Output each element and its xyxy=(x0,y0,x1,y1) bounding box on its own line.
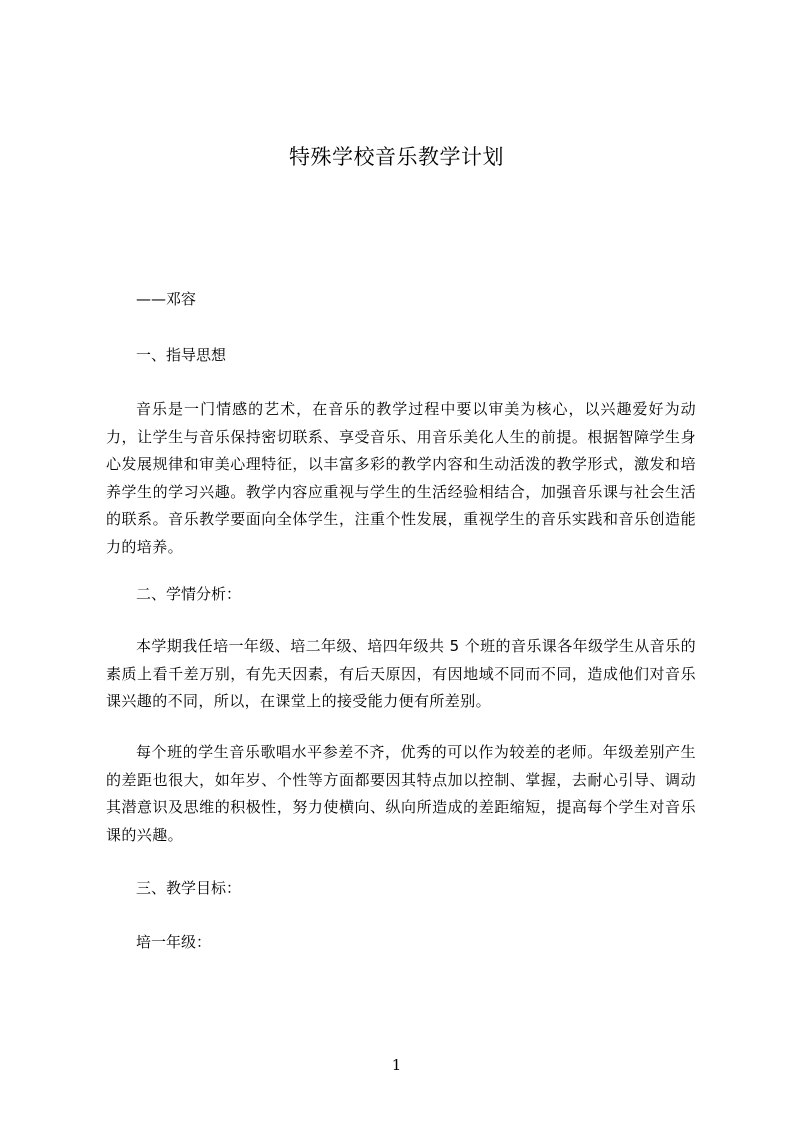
paragraph-student-analysis-1: 本学期我任培一年级、培二年级、培四年级共 5 个班的音乐课各年级学生从音乐的素质上看千差万别，有先天因素，有后天原因，有因地域不同而不同，造成他们对音乐课兴趣的不同，所以，在课堂上的接受能力便有所差别。 xyxy=(106,637,696,710)
document-title: 特殊学校音乐教学计划 xyxy=(289,145,504,169)
paragraph-guiding-thought: 音乐是一门情感的艺术，在音乐的教学过程中要以审美为核心，以兴趣爱好为动力，让学生与音乐保持密切联系、享受音乐、用音乐美化人生的前提。根据智障学生身心发展规律和审美心理特征，以丰富多彩的教学内容和生动活泼的教学形式，激发和培养学生的学习兴趣。教学内容应重视与学生的生活经验相结合，加强音乐课与社会生活的联系。音乐教学要面向全体学生，注重个性发展，重视学生的音乐实践和音乐创造能力的培养。 xyxy=(106,400,696,556)
subheading-grade-one: 培一年级： xyxy=(136,933,212,951)
section-heading-teaching-goals: 三、教学目标： xyxy=(136,879,242,897)
page-number: 1 xyxy=(391,1056,402,1074)
section-heading-guiding-thought: 一、指导思想 xyxy=(136,346,227,364)
paragraph-student-analysis-2: 每个班的学生音乐歌唱水平参差不齐，优秀的可以作为较差的老师。年级差别产生的差距也很大，如年岁、个性等方面都要因其特点加以控制、掌握，去耐心引导、调动其潜意识及思维的积极性，努力使横向、纵向所造成的差距缩短，提高每个学生对音乐课的兴趣。 xyxy=(106,743,696,844)
section-heading-student-analysis: 二、学情分析： xyxy=(136,585,242,603)
author-line: ——邓容 xyxy=(136,290,197,308)
